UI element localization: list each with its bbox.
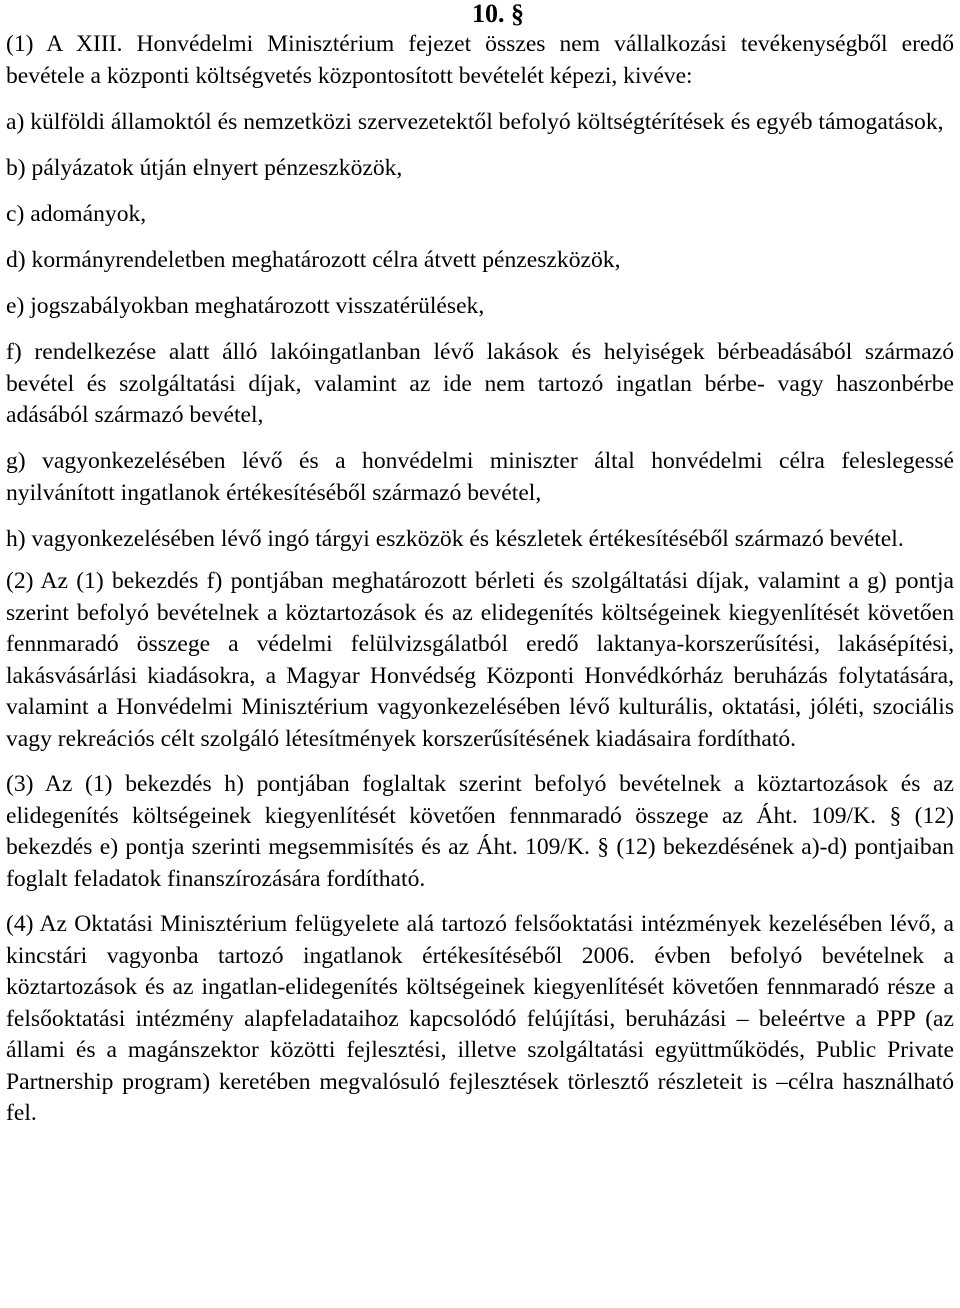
paragraph-4: (4) Az Oktatási Minisztérium felügyelete alá tartozó felsőoktatási intézmények kezelésében lévő, a kincstári vagyonba tartozó ingatlanok értékesítéséből 2006. évben befolyó bevételnek a köztartozások és az ingatlan-elidegenítés költségeinek kiegyenlítését követően fennmaradó része a felsőoktatási intézmény alapfeladataihoz kapcsolódó felújítási, beruházási – beleértve a PPP (az állami és a magánszektor közötti fejlesztési, illetve szolgáltatási együttműködés, Public Private Partnership program) keretében megvalósuló fejlesztések törlesztő részleteit is –célra használható fel. [6,911,954,1126]
list-item-g: g) vagyonkezelésében lévő és a honvédelmi miniszter által honvédelmi célra feleslegessé nyilvánított ingatlanok értékesítéséből származó bevétel, [6,448,954,506]
list-item-a: a) külföldi államoktól és nemzetközi szervezetektől befolyó költségtérítések és egyéb támogatások, [6,109,944,135]
paragraph-2: (2) Az (1) bekezdés f) pontjában meghatározott bérleti és szolgáltatási díjak, valamint a g) pontja szerint befolyó bevételnek a köztartozások és az elidegenítés költségeinek kiegyenlítését követően fennmaradó összege a védelmi felülvizsgálatból eredő laktanya-korszerűsítési, lakásépítési, lakásvásárlási kiadásokra, a Magyar Honvédség Központi Honvédkórház beruházás folytatására, valamint a Honvédelmi Minisztérium vagyonkezelésében lévő kulturális, oktatási, jóléti, szociális vagy rekreációs célt szolgáló létesítmények korszerűsítésének kiadásaira fordítható. [6,568,954,752]
list-item-e: e) jogszabályokban meghatározott visszatérülések, [6,293,485,319]
section-heading: 10. § [472,0,524,28]
list-item-h: h) vagyonkezelésében lévő ingó tárgyi eszközök és készletek értékesítéséből származó bevétel. [6,525,904,552]
document-page [6,0,954,1130]
list-item-b: b) pályázatok útján elnyert pénzeszközök, [6,155,403,181]
paragraph-3: (3) Az (1) bekezdés h) pontjában foglaltak szerint befolyó bevételnek a köztartozások és az elidegenítés költségeinek kiegyenlítését követően fennmaradó összege az Áht. 109/K. § (12) bekezdés e) pontja szerinti megsemmisítés és az Áht. 109/K. § (12) bekezdésének a)-d) pontjaiban foglalt feladatok finanszírozására fordítható. [6,771,954,892]
paragraph-1-intro: (1) A XIII. Honvédelmi Minisztérium fejezet összes nem vállalkozási tevékenységből eredő bevétele a központi költségvetés központosított bevételét képezi, kivéve: [6,31,954,89]
list-item-f: f) rendelkezése alatt álló lakóingatlanban lévő lakások és helyiségek bérbeadásából származó bevétel és szolgáltatási díjak, valamint az ide nem tartozó ingatlan bérbe- vagy haszonbérbe adásából származó bevétel, [6,339,954,428]
list-item-c: c) adományok, [6,201,147,227]
list-item-d: d) kormányrendeletben meghatározott célra átvett pénzeszközök, [6,247,621,273]
